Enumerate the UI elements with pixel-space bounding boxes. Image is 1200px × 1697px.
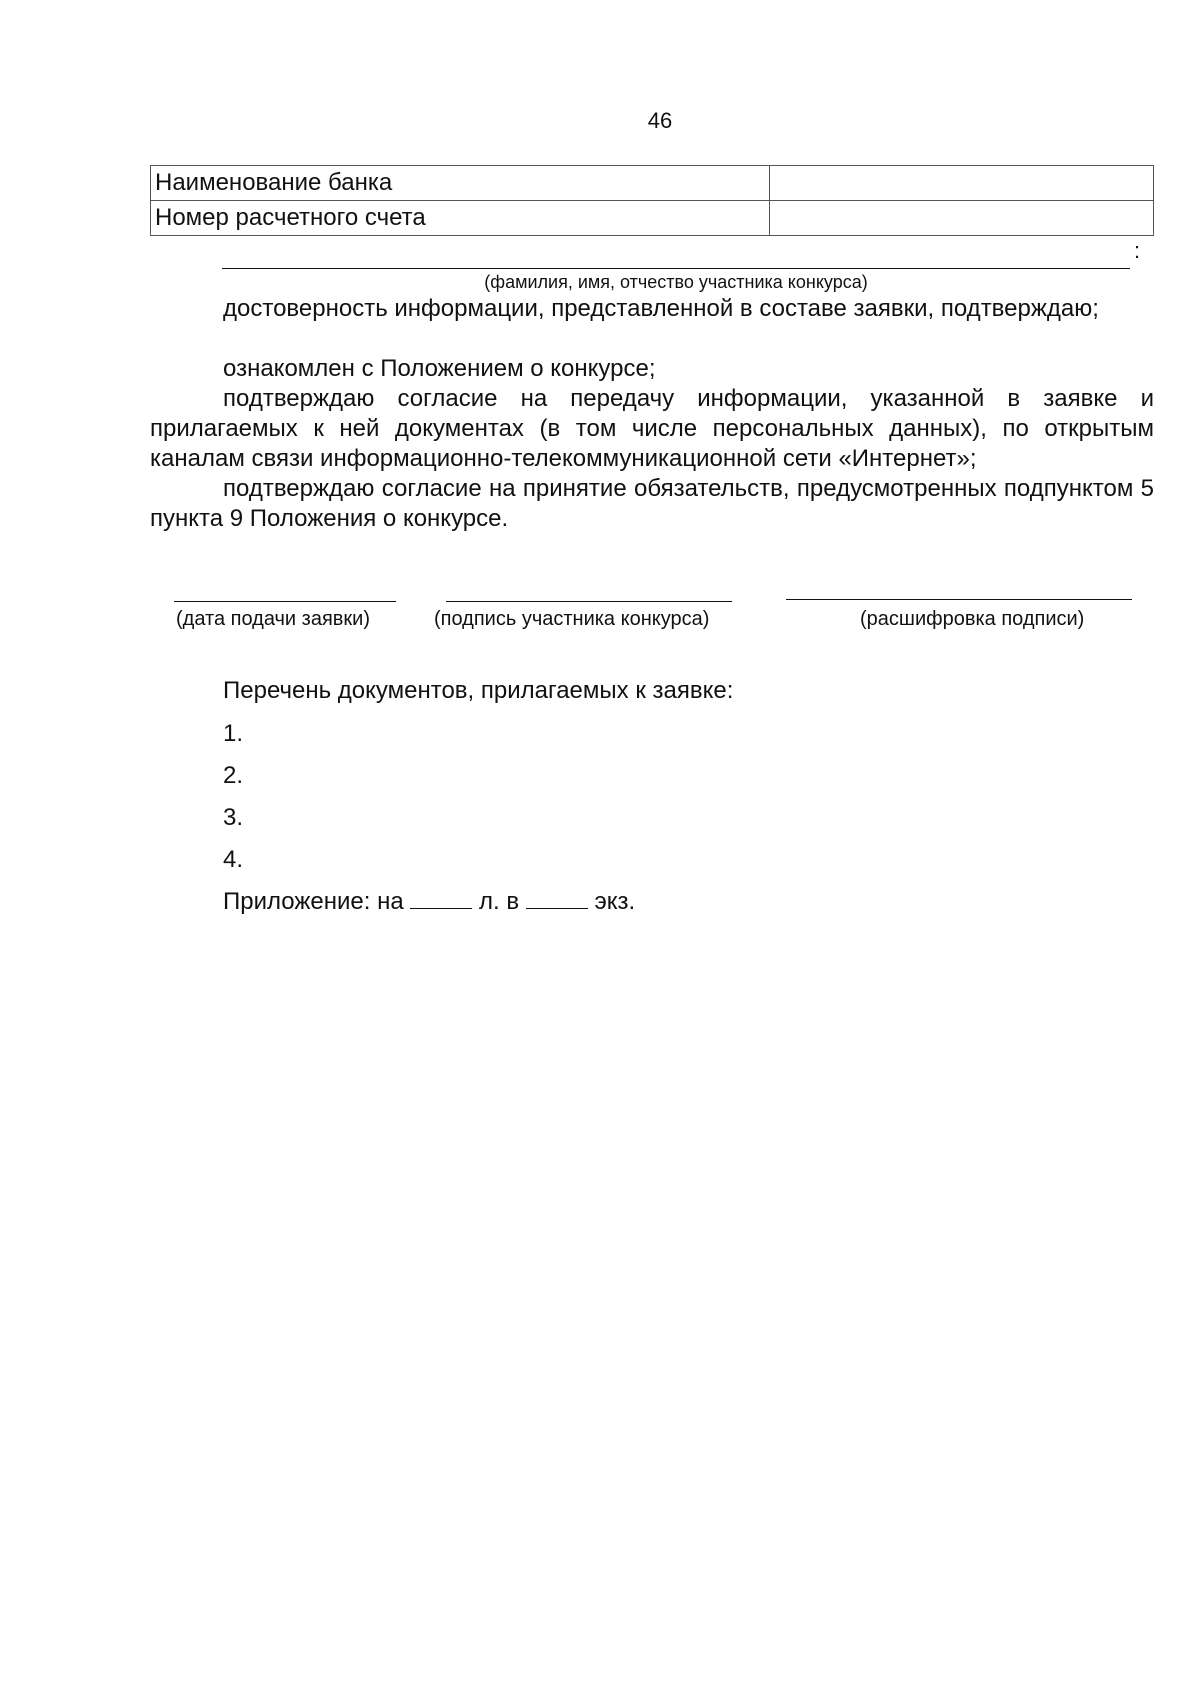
paragraph-consent-obligations	[150, 474, 1154, 534]
signature-line	[446, 601, 732, 602]
participant-name-line	[222, 252, 1130, 269]
list-item: 4.	[223, 846, 244, 873]
documents-list-title: Перечень документов, прилагаемых к заявке:	[223, 677, 734, 704]
appendix-prefix: Приложение: на	[223, 888, 404, 915]
participant-name-caption: (фамилия, имя, отчество участника конкурса)	[484, 272, 868, 292]
account-number-value	[770, 201, 1154, 236]
bank-details-table	[150, 165, 1154, 236]
paragraph-text: ознакомлен с Положением о конкурсе;	[223, 355, 656, 382]
appendix-line	[223, 888, 635, 916]
paragraph-acquainted	[150, 354, 1154, 384]
appendix-copies-unit: экз.	[594, 888, 636, 915]
sheets-count-blank	[410, 890, 472, 909]
bank-name-label: Наименование банка	[151, 166, 770, 201]
paragraph-consent-transfer	[150, 384, 1154, 474]
bank-name-value	[770, 166, 1154, 201]
date-line	[174, 601, 396, 602]
list-item: 1.	[223, 720, 244, 747]
paragraph-text: подтверждаю согласие на передачу информации, указанной в заявке и прилагаемых к ней документах (в том числе персональных данных), по открытым каналам связи информационно-телекоммуникационной сети «Интернет»;	[150, 385, 1154, 472]
appendix-sheets-unit: л. в	[479, 888, 520, 915]
signature-caption: (подпись участника конкурса)	[434, 608, 710, 630]
table-row	[151, 201, 1154, 236]
participant-name-colon: :	[1134, 238, 1141, 263]
date-caption: (дата подачи заявки)	[176, 608, 370, 630]
paragraph-confirmation	[150, 294, 1154, 324]
paragraph-text: подтверждаю согласие на принятие обязательств, предусмотренных подпунктом 5 пункта 9 Положения о конкурсе.	[150, 475, 1154, 532]
table-row	[151, 166, 1154, 201]
signature-decoding-caption: (расшифровка подписи)	[860, 608, 1085, 630]
signature-decoding-line	[786, 599, 1132, 600]
account-number-label: Номер расчетного счета	[151, 201, 770, 236]
page-number: 46	[647, 108, 673, 133]
copies-count-blank	[526, 890, 588, 909]
list-item: 2.	[223, 762, 244, 789]
paragraph-text: достоверность информации, представленной в составе заявки, подтверждаю;	[223, 295, 1099, 322]
list-item: 3.	[223, 804, 244, 831]
